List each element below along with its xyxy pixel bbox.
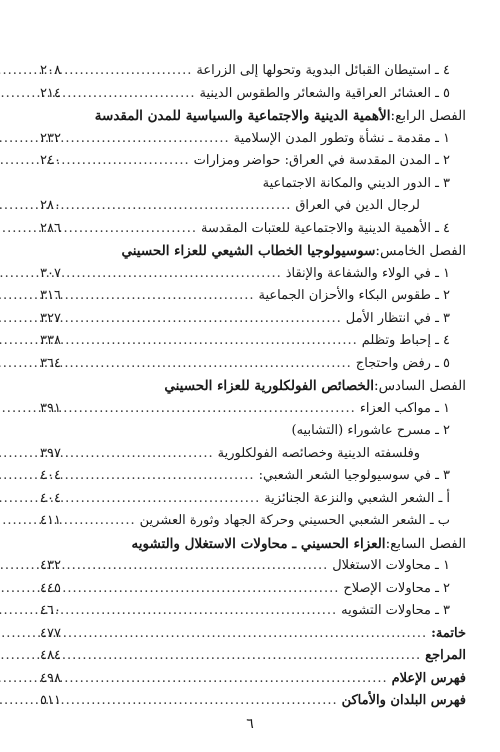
toc-entry-title: فهرس الإعلام [391,670,466,686]
toc-page-number: ٤٩٨ [40,670,61,686]
toc-page-number: ٢٨٠ [40,198,61,213]
dot-leader [76,308,346,331]
toc-chapter-heading [40,240,466,263]
toc-page-number: ٤٤٥ [40,580,61,596]
dot-leader [76,60,196,83]
toc-entry [40,510,466,533]
toc-entry-title: ١ ـ محاولات الاستغلال [332,558,450,573]
toc-entry-title: ٤ ـ استيطان القبائل البدوية وتحولها إلى الزراعة [196,63,450,78]
chapter-label: الفصل السادس: [374,378,466,394]
dot-leader [76,353,356,376]
toc-entry [40,83,466,106]
toc-entry-title: ١ ـ مقدمة ـ نشأة وتطور المدن الإسلامية [233,130,450,146]
dot-leader [76,668,392,691]
chapter-title: العزاء الحسيني ـ محاولات الاستغلال والتشويه [131,535,386,552]
dot-leader [76,578,343,601]
toc-entry [40,488,466,511]
dot-leader [76,398,360,421]
toc-page-number: ٤١١ [40,513,61,528]
toc-entry [40,555,466,578]
toc-entry-title: ٥ ـ رفض واحتجاج [355,355,450,371]
dot-leader [76,510,140,533]
toc-page-number: ٢٤٠ [40,153,61,168]
dot-leader [76,488,264,511]
dot-leader [76,83,200,106]
toc-entry [40,465,466,488]
toc-page-number: ٢٣٢ [40,130,61,146]
toc-page-number: ٣١٦ [40,288,61,303]
dot-leader [76,555,332,578]
toc-page-number: ٤٠٤ [40,468,61,483]
toc-entry-title: لرجال الدين في العراق [295,198,420,213]
toc-entry-title: ٤ ـ الأهمية الدينية والاجتماعية للعتبات المقدسة [200,220,450,236]
table-of-contents [40,60,466,713]
toc-page-number: ٢١٤ [40,85,61,101]
toc-chapter-heading [40,533,466,556]
dot-leader [76,690,342,713]
toc-page-number: ٣٩٧ [40,445,61,461]
toc-page-number: ٤٠٤ [40,490,61,506]
toc-page-number: ٥١١ [40,693,61,708]
toc-page-number: ٢٠٨ [40,63,61,78]
toc-entry-title: ٢ ـ محاولات الإصلاح [343,580,450,596]
toc-page-number: ٤٨٤ [40,648,61,663]
toc-entry-title: فهرس البلدان والأماكن [341,693,466,708]
chapter-title: الأهمية الدينية والاجتماعية والسياسية للمدن المقدسة [94,108,391,124]
chapter-title: سوسيولوجيا الخطاب الشيعي للعزاء الحسيني [121,243,376,259]
toc-entry [40,173,466,196]
toc-entry-title: وفلسفته الدينية وخصائصه الفولكلورية [217,445,420,461]
toc-entry [40,443,466,466]
dot-leader [76,645,425,668]
toc-section-entry [40,690,466,713]
dot-leader [76,128,234,151]
toc-section-entry [40,668,466,691]
toc-page-number: ٣٢٧ [40,310,61,326]
toc-entry [40,600,466,623]
toc-entry [40,195,466,218]
toc-entry-title: ب ـ الشعر الشعبي الحسيني وحركة الجهاد وثورة العشرين [139,513,450,528]
chapter-label: الفصل السابع: [385,535,466,552]
toc-chapter-heading [40,375,466,398]
toc-entry-title: ٢ ـ طقوس البكاء والأحزان الجماعية [258,288,450,303]
toc-page-number: ٤٧٧ [40,625,61,641]
toc-page-number: ٣٩١ [40,400,61,416]
toc-section-entry [40,623,466,646]
dot-leader [76,600,341,623]
toc-entry [40,578,466,601]
chapter-label: الفصل الخامس: [375,243,466,259]
toc-entry [40,218,466,241]
dot-leader [76,263,286,286]
toc-entry-title: أ ـ الشعر الشعبي والنزعة الجنائزية [264,490,450,506]
toc-page-number: ٢٨٦ [40,220,61,236]
toc-section-entry [40,645,466,668]
toc-entry-title: ٣ ـ في سوسيولوجيا الشعر الشعبي: [258,468,450,483]
toc-entry [40,353,466,376]
dot-leader [76,465,259,488]
dot-leader [76,150,194,173]
toc-entry-title: خاتمة: [431,625,466,641]
toc-entry-title: ٤ ـ إحباط وتظلم [361,333,450,348]
toc-entry-title: ٣ ـ الدور الديني والمكانة الاجتماعية [262,175,450,191]
toc-entry [40,150,466,173]
toc-chapter-heading [40,105,466,128]
toc-page-number: ٤٣٢ [40,558,61,573]
toc-entry [40,398,466,421]
toc-entry [40,263,466,286]
toc-page-number: ٣٣٨ [40,333,61,348]
dot-leader [76,330,362,353]
page-number: ٦ [246,716,254,732]
toc-page-number: ٤٦٠ [40,603,61,618]
dot-leader [76,443,218,466]
toc-entry [40,285,466,308]
dot-leader [76,285,259,308]
toc-entry [40,60,466,83]
dot-leader [76,195,295,218]
toc-page-number: ٣٦٤ [40,355,61,371]
toc-page-number: ٣٠٧ [40,265,61,281]
chapter-label: الفصل الرابع: [390,108,466,124]
toc-entry-title: ٣ ـ في انتظار الأمل [345,310,450,326]
toc-entry [40,420,466,443]
toc-entry-title: ١ ـ في الولاء والشفاعة والإنقاذ [285,265,450,281]
toc-entry-title: المراجع [425,648,466,663]
dot-leader [76,623,431,646]
toc-entry [40,128,466,151]
toc-entry-title: ٥ ـ العشائر العراقية والشعائر والطقوس الدينية [199,85,450,101]
chapter-title: الخصائص الفولكلورية للعزاء الحسيني [164,378,375,394]
toc-entry-title: ٢ ـ مسرح عاشوراء (التشابيه) [291,423,450,438]
toc-entry-title: ٢ ـ المدن المقدسة في العراق: حواضر ومزارات [193,153,450,168]
dot-leader [76,218,201,241]
toc-entry-title: ١ ـ مواكب العزاء [359,400,450,416]
toc-entry [40,330,466,353]
toc-entry-title: ٣ ـ محاولات التشويه [341,603,450,618]
toc-entry [40,308,466,331]
